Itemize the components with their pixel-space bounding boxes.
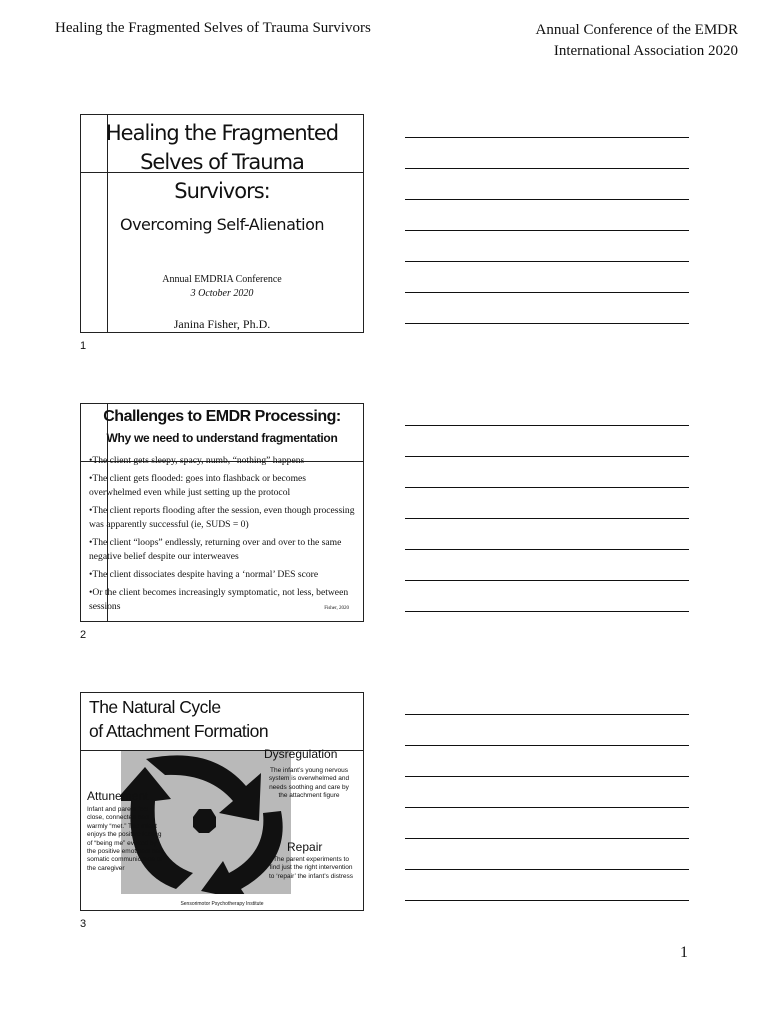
slide-1-conference: Annual EMDRIA Conference xyxy=(162,274,282,285)
slide-2-bullets xyxy=(89,454,357,618)
note-line xyxy=(405,580,689,581)
slide-3 xyxy=(80,692,364,911)
page-number: 1 xyxy=(680,944,688,961)
slide-1 xyxy=(80,114,364,333)
header-right-line1: Annual Conference of the EMDR xyxy=(535,22,738,38)
note-line xyxy=(405,425,689,426)
note-line xyxy=(405,714,689,715)
slide-1-title xyxy=(81,119,363,206)
note-line xyxy=(405,261,689,262)
slide-2-number: 2 xyxy=(80,629,87,641)
notes-lines-3 xyxy=(405,714,689,931)
slide-3-title-line1: The Natural Cycle xyxy=(89,697,221,717)
bullet-item: •The client dissociates despite having a ‘normal’ DES score xyxy=(89,569,319,580)
slide-1-author: Janina Fisher, Ph.D. xyxy=(173,317,271,331)
note-line xyxy=(405,611,689,612)
note-line xyxy=(405,230,689,231)
note-line xyxy=(405,900,689,901)
notes-lines-1 xyxy=(405,137,689,354)
header-right xyxy=(536,20,738,62)
dysregulation-text: The infant’s young nervous system is overwhelmed and needs soothing and care by the attachment figure xyxy=(268,767,350,800)
slide-1-number: 1 xyxy=(80,340,87,352)
slide-3-credit: Sensorimotor Psychotherapy Institute xyxy=(180,901,264,907)
slide-1-title-line1: Healing the Fragmented xyxy=(105,121,339,145)
repair-label: Repair xyxy=(287,840,323,854)
slide-2 xyxy=(80,403,364,622)
slide-1-conference-block xyxy=(81,273,363,301)
note-line xyxy=(405,137,689,138)
attunement-label: Attunement xyxy=(87,789,149,803)
slide-3-title xyxy=(89,695,268,743)
note-line xyxy=(405,323,689,324)
bullet-item: •The client reports flooding after the session, even though processing was apparently successful (ie, SUDS = 0) xyxy=(89,505,355,530)
slide-2-title: Challenges to EMDR Processing: xyxy=(103,408,341,425)
header-left: Healing the Fragmented Selves of Trauma Survivors xyxy=(55,20,371,36)
slide-1-subtitle: Overcoming Self-Alienation xyxy=(119,215,325,234)
center-octagon xyxy=(193,809,216,833)
bullet-item: •The client gets flooded: goes into flashback or becomes overwhelmed even while just setting up the protocol xyxy=(89,473,307,498)
slide-1-title-line2: Selves of Trauma xyxy=(140,150,304,174)
slide-2-credit: Fisher, 2020 xyxy=(324,606,349,611)
note-line xyxy=(405,199,689,200)
notes-lines-2 xyxy=(405,425,689,642)
note-line xyxy=(405,807,689,808)
bullet-item: •The client gets sleepy, spacy, numb, “nothing” happens xyxy=(89,455,305,466)
note-line xyxy=(405,549,689,550)
note-line xyxy=(405,456,689,457)
slide-2-subtitle: Why we need to understand fragmentation xyxy=(106,431,338,445)
header-right-line2: International Association 2020 xyxy=(553,43,738,59)
note-line xyxy=(405,518,689,519)
note-line xyxy=(405,168,689,169)
bullet-item: •Or the client becomes increasingly symptomatic, not less, between sessions xyxy=(89,587,349,612)
attunement-text: Infant and parent feel close, connected and warmly “met.” The infant enjoys the positive feeling of “being me” evoked by the positive emotional and somatic communication of the caregiver xyxy=(87,806,163,872)
note-line xyxy=(405,838,689,839)
slide-3-title-line2: of Attachment Formation xyxy=(89,721,269,741)
dysregulation-label: Dysregulation xyxy=(264,747,338,761)
slide-1-date: 3 October 2020 xyxy=(190,288,254,299)
slide-3-number: 3 xyxy=(80,918,87,930)
slide-1-title-line3: Survivors: xyxy=(174,179,270,203)
repair-text: The parent experiments to find just the right intervention to ‘repair’ the infant’s distress xyxy=(268,856,354,880)
note-line xyxy=(405,487,689,488)
note-line xyxy=(405,776,689,777)
note-line xyxy=(405,869,689,870)
note-line xyxy=(405,745,689,746)
note-line xyxy=(405,292,689,293)
bullet-item: •The client “loops” endlessly, returning over and over to the same negative belief despite our interweaves xyxy=(89,537,342,562)
